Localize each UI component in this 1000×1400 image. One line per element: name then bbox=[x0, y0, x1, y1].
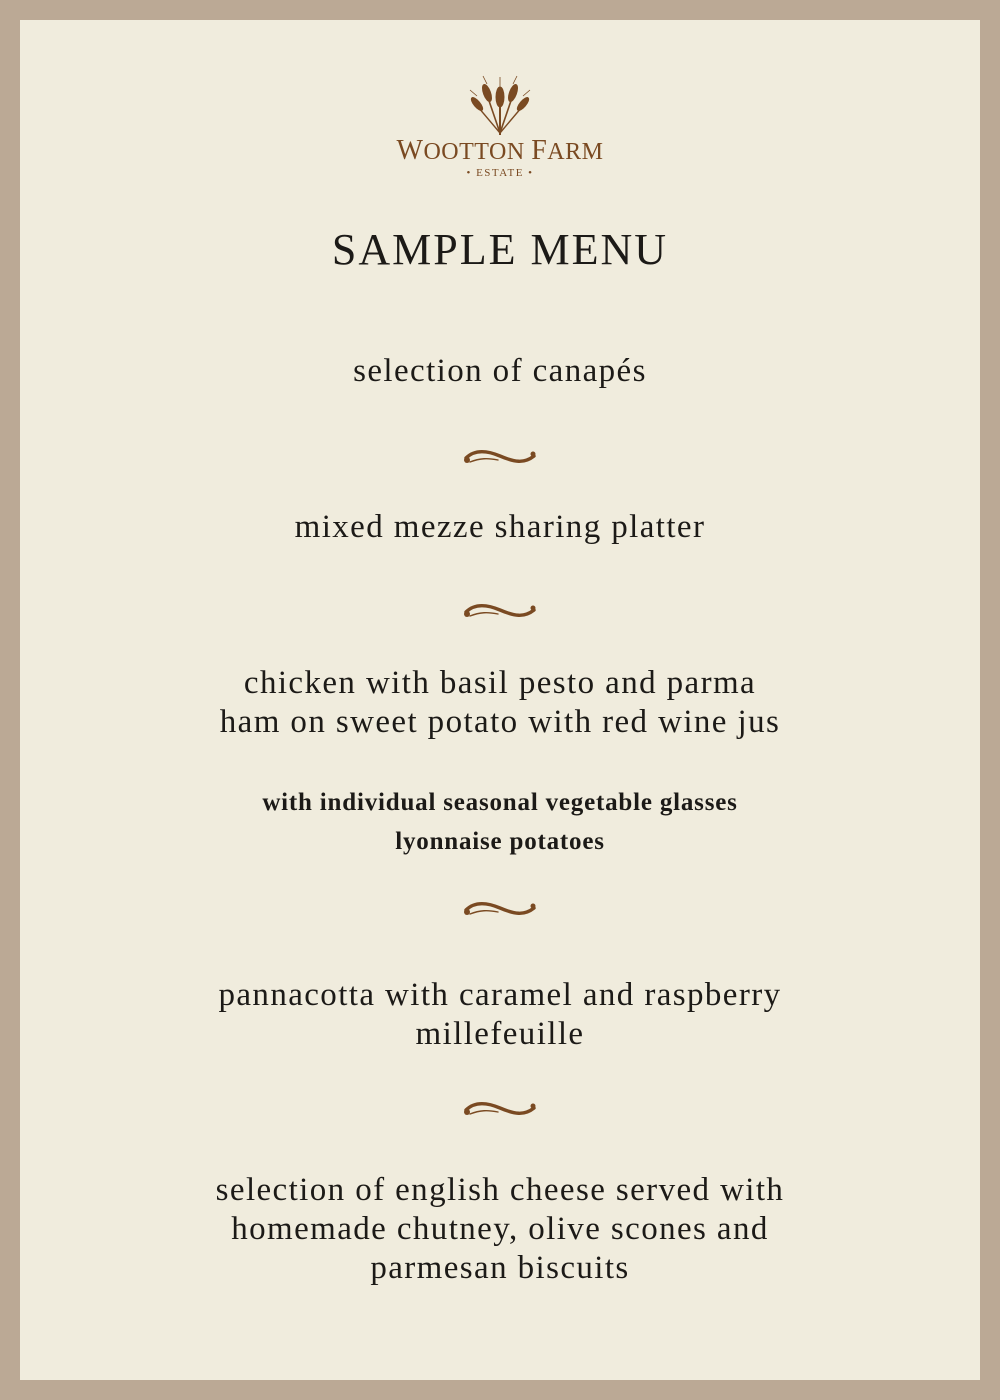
brand-initial: W bbox=[396, 135, 424, 166]
course-cheese bbox=[20, 1171, 980, 1288]
flourish-icon bbox=[462, 896, 538, 924]
brand-subtitle: • ESTATE • bbox=[466, 167, 534, 179]
course-line: selection of canapés bbox=[353, 353, 647, 389]
flourish-icon bbox=[462, 1096, 538, 1124]
course-line: ham on sweet potato with red wine jus bbox=[219, 704, 781, 740]
course-line: millefeuille bbox=[415, 1016, 585, 1052]
course-line: chicken with basil pesto and parma bbox=[243, 665, 757, 701]
menu-title: SAMPLE MENU bbox=[331, 225, 669, 274]
side-line: with individual seasonal vegetable glasses bbox=[262, 789, 738, 816]
course-canapes bbox=[20, 352, 980, 391]
course-line: homemade chutney, olive scones and bbox=[231, 1211, 769, 1247]
flourish-icon bbox=[462, 598, 538, 626]
side-line: lyonnaise potatoes bbox=[395, 828, 605, 855]
course-line: parmesan biscuits bbox=[370, 1250, 630, 1286]
flourish-icon bbox=[462, 444, 538, 472]
main-course-sides bbox=[20, 783, 980, 861]
course-line: selection of english cheese served with bbox=[215, 1172, 785, 1208]
wheat-icon bbox=[465, 75, 535, 137]
course-dessert bbox=[20, 976, 980, 1054]
course-mezze bbox=[20, 508, 980, 547]
course-line: mixed mezze sharing platter bbox=[294, 509, 706, 545]
menu-card bbox=[20, 20, 980, 1380]
brand-word: OOTTON bbox=[423, 139, 525, 165]
brand-word: ARM bbox=[547, 139, 604, 165]
course-main bbox=[20, 664, 980, 742]
brand-name bbox=[20, 137, 980, 166]
brand-logo bbox=[20, 75, 980, 180]
brand-initial: F bbox=[531, 135, 548, 166]
course-line: pannacotta with caramel and raspberry bbox=[218, 977, 782, 1013]
